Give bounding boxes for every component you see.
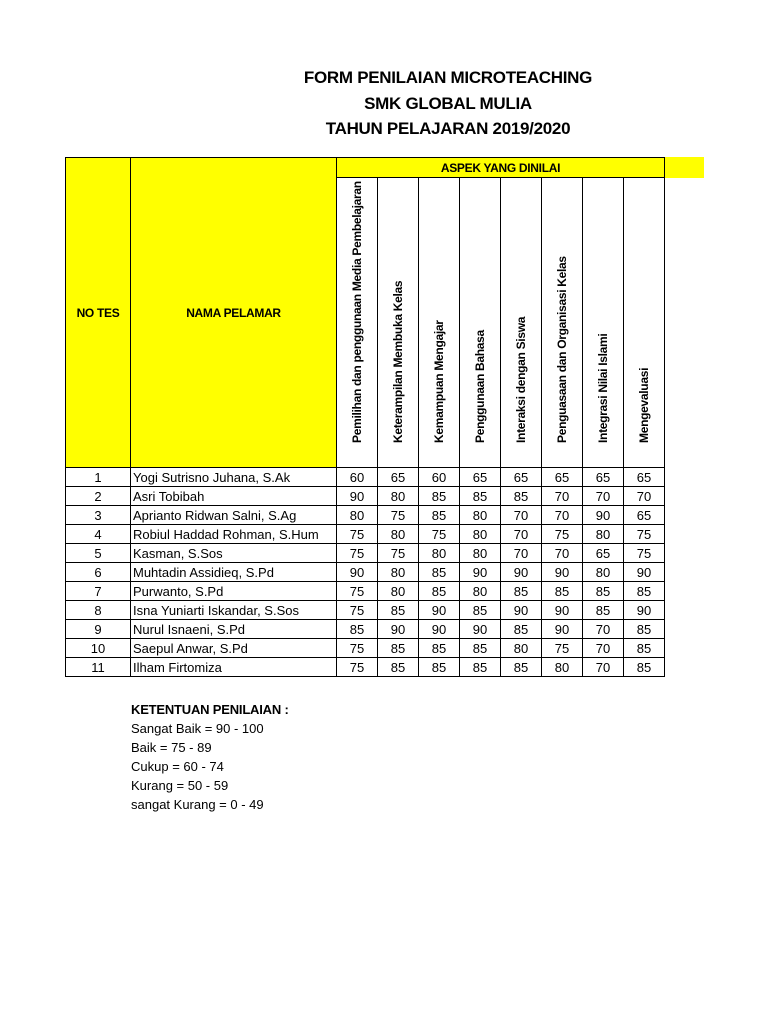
cell-no-tes: 11 xyxy=(66,658,131,677)
cell-score: 90 xyxy=(337,487,378,506)
title-line-2: SMK GLOBAL MULIA xyxy=(364,94,532,113)
aspect-label: Mengevaluasi xyxy=(637,367,651,443)
header-nama-pelamar: NAMA PELAMAR xyxy=(131,158,337,468)
cell-no-tes: 3 xyxy=(66,506,131,525)
cell-score: 90 xyxy=(419,601,460,620)
cell-score: 65 xyxy=(583,468,624,487)
cell-score: 80 xyxy=(378,487,419,506)
cell-score: 75 xyxy=(337,639,378,658)
cell-no-tes: 7 xyxy=(66,582,131,601)
scoring-rules xyxy=(131,700,289,814)
cell-score: 90 xyxy=(337,563,378,582)
cell-nama-pelamar: Robiul Haddad Rohman, S.Hum xyxy=(131,525,337,544)
cell-nama-pelamar: Purwanto, S.Pd xyxy=(131,582,337,601)
cell-score: 70 xyxy=(501,525,542,544)
cell-score: 80 xyxy=(460,506,501,525)
cell-nama-pelamar: Saepul Anwar, S.Pd xyxy=(131,639,337,658)
cell-score: 85 xyxy=(419,639,460,658)
cell-score: 75 xyxy=(419,525,460,544)
cell-score: 70 xyxy=(624,487,665,506)
cell-nama-pelamar: Nurul Isnaeni, S.Pd xyxy=(131,620,337,639)
cell-nama-pelamar: Kasman, S.Sos xyxy=(131,544,337,563)
cell-score: 80 xyxy=(583,525,624,544)
cell-score: 85 xyxy=(378,658,419,677)
cell-score: 80 xyxy=(419,544,460,563)
cell-score: 90 xyxy=(624,601,665,620)
cell-score: 80 xyxy=(460,525,501,544)
cell-score: 85 xyxy=(460,601,501,620)
cell-nama-pelamar: Isna Yuniarti Iskandar, S.Sos xyxy=(131,601,337,620)
cell-score: 75 xyxy=(337,601,378,620)
table-row xyxy=(66,639,665,658)
cell-score: 85 xyxy=(501,658,542,677)
cell-nama-pelamar: Ilham Firtomiza xyxy=(131,658,337,677)
cell-score: 90 xyxy=(378,620,419,639)
cell-score: 90 xyxy=(624,563,665,582)
cell-score: 70 xyxy=(501,544,542,563)
cell-score: 85 xyxy=(460,639,501,658)
header-fill-extension xyxy=(663,157,704,178)
rule-item: sangat Kurang = 0 - 49 xyxy=(131,797,264,812)
table-row xyxy=(66,506,665,525)
cell-no-tes: 5 xyxy=(66,544,131,563)
aspect-header-8 xyxy=(624,178,665,468)
cell-score: 70 xyxy=(583,487,624,506)
cell-score: 70 xyxy=(501,506,542,525)
table-row xyxy=(66,487,665,506)
cell-score: 70 xyxy=(542,506,583,525)
cell-score: 85 xyxy=(624,658,665,677)
table-row xyxy=(66,525,665,544)
title-line-3: TAHUN PELAJARAN 2019/2020 xyxy=(325,119,571,138)
table-row xyxy=(66,468,665,487)
aspect-label: Interaksi dengan Siswa xyxy=(514,316,528,443)
cell-score: 70 xyxy=(542,544,583,563)
cell-score: 85 xyxy=(542,582,583,601)
cell-nama-pelamar: Aprianto Ridwan Salni, S.Ag xyxy=(131,506,337,525)
aspect-header-5 xyxy=(501,178,542,468)
cell-score: 90 xyxy=(542,563,583,582)
cell-no-tes: 9 xyxy=(66,620,131,639)
cell-score: 70 xyxy=(583,658,624,677)
rules-heading: KETENTUAN PENILAIAN : xyxy=(131,702,289,717)
aspect-label: Kemampuan Mengajar xyxy=(432,320,446,443)
cell-score: 85 xyxy=(624,639,665,658)
cell-score: 90 xyxy=(501,563,542,582)
cell-no-tes: 8 xyxy=(66,601,131,620)
cell-score: 80 xyxy=(583,563,624,582)
table-row xyxy=(66,563,665,582)
cell-score: 85 xyxy=(624,582,665,601)
cell-score: 85 xyxy=(419,658,460,677)
cell-score: 90 xyxy=(542,620,583,639)
cell-score: 90 xyxy=(542,601,583,620)
cell-score: 90 xyxy=(460,620,501,639)
cell-score: 85 xyxy=(419,563,460,582)
cell-score: 75 xyxy=(337,582,378,601)
rule-item: Sangat Baik = 90 - 100 xyxy=(131,721,264,736)
rule-item: Cukup = 60 - 74 xyxy=(131,759,224,774)
cell-score: 60 xyxy=(337,468,378,487)
cell-score: 80 xyxy=(460,582,501,601)
cell-nama-pelamar: Asri Tobibah xyxy=(131,487,337,506)
table-row xyxy=(66,582,665,601)
cell-score: 85 xyxy=(378,639,419,658)
cell-score: 85 xyxy=(460,487,501,506)
cell-score: 90 xyxy=(460,563,501,582)
cell-score: 65 xyxy=(542,468,583,487)
title-line-1: FORM PENILAIAN MICROTEACHING xyxy=(303,68,593,87)
header-aspek: ASPEK YANG DINILAI xyxy=(337,158,665,178)
table-row xyxy=(66,601,665,620)
aspect-label: Integrasi Nilai Islami xyxy=(596,333,610,443)
cell-score: 85 xyxy=(624,620,665,639)
cell-score: 70 xyxy=(583,620,624,639)
cell-score: 80 xyxy=(378,563,419,582)
cell-score: 85 xyxy=(583,601,624,620)
cell-score: 65 xyxy=(624,468,665,487)
cell-no-tes: 4 xyxy=(66,525,131,544)
cell-score: 80 xyxy=(378,525,419,544)
cell-score: 75 xyxy=(378,544,419,563)
cell-score: 75 xyxy=(378,506,419,525)
cell-no-tes: 1 xyxy=(66,468,131,487)
cell-score: 80 xyxy=(378,582,419,601)
cell-score: 85 xyxy=(378,601,419,620)
aspect-header-4 xyxy=(460,178,501,468)
cell-nama-pelamar: Yogi Sutrisno Juhana, S.Ak xyxy=(131,468,337,487)
cell-score: 75 xyxy=(542,639,583,658)
cell-score: 85 xyxy=(419,582,460,601)
aspect-label: Penggunaan Bahasa xyxy=(473,330,487,443)
cell-score: 75 xyxy=(624,544,665,563)
cell-score: 90 xyxy=(501,601,542,620)
cell-nama-pelamar: Muhtadin Assidieq, S.Pd xyxy=(131,563,337,582)
cell-score: 80 xyxy=(337,506,378,525)
cell-score: 65 xyxy=(501,468,542,487)
table-row xyxy=(66,658,665,677)
cell-score: 85 xyxy=(419,487,460,506)
cell-score: 75 xyxy=(337,544,378,563)
cell-score: 80 xyxy=(501,639,542,658)
table-row xyxy=(66,620,665,639)
cell-score: 80 xyxy=(542,658,583,677)
cell-score: 85 xyxy=(501,620,542,639)
cell-score: 80 xyxy=(460,544,501,563)
score-table xyxy=(65,157,665,677)
aspect-header-7 xyxy=(583,178,624,468)
cell-score: 85 xyxy=(583,582,624,601)
cell-no-tes: 6 xyxy=(66,563,131,582)
cell-score: 90 xyxy=(583,506,624,525)
aspect-label: Penguasaan dan Organisasi Kelas xyxy=(555,256,569,443)
cell-score: 60 xyxy=(419,468,460,487)
cell-score: 65 xyxy=(378,468,419,487)
aspect-label: Keterampilan Membuka Kelas xyxy=(391,280,405,443)
cell-score: 65 xyxy=(583,544,624,563)
cell-score: 90 xyxy=(419,620,460,639)
table-row xyxy=(66,544,665,563)
cell-score: 70 xyxy=(583,639,624,658)
cell-score: 75 xyxy=(337,658,378,677)
cell-score: 85 xyxy=(501,487,542,506)
rule-item: Baik = 75 - 89 xyxy=(131,740,212,755)
header-no-tes: NO TES xyxy=(66,158,131,468)
cell-no-tes: 10 xyxy=(66,639,131,658)
cell-score: 75 xyxy=(337,525,378,544)
cell-score: 65 xyxy=(460,468,501,487)
cell-score: 85 xyxy=(337,620,378,639)
aspect-header-6 xyxy=(542,178,583,468)
cell-score: 75 xyxy=(542,525,583,544)
cell-no-tes: 2 xyxy=(66,487,131,506)
cell-score: 65 xyxy=(624,506,665,525)
rule-item: Kurang = 50 - 59 xyxy=(131,778,229,793)
rules-list xyxy=(131,719,289,814)
aspect-label: Pemilihan dan penggunaan Media Pembelajaran xyxy=(350,181,364,443)
cell-score: 85 xyxy=(419,506,460,525)
cell-score: 75 xyxy=(624,525,665,544)
cell-score: 70 xyxy=(542,487,583,506)
cell-score: 85 xyxy=(501,582,542,601)
aspect-header-2 xyxy=(378,178,419,468)
aspect-header-1 xyxy=(337,178,378,468)
aspect-header-3 xyxy=(419,178,460,468)
cell-score: 85 xyxy=(460,658,501,677)
